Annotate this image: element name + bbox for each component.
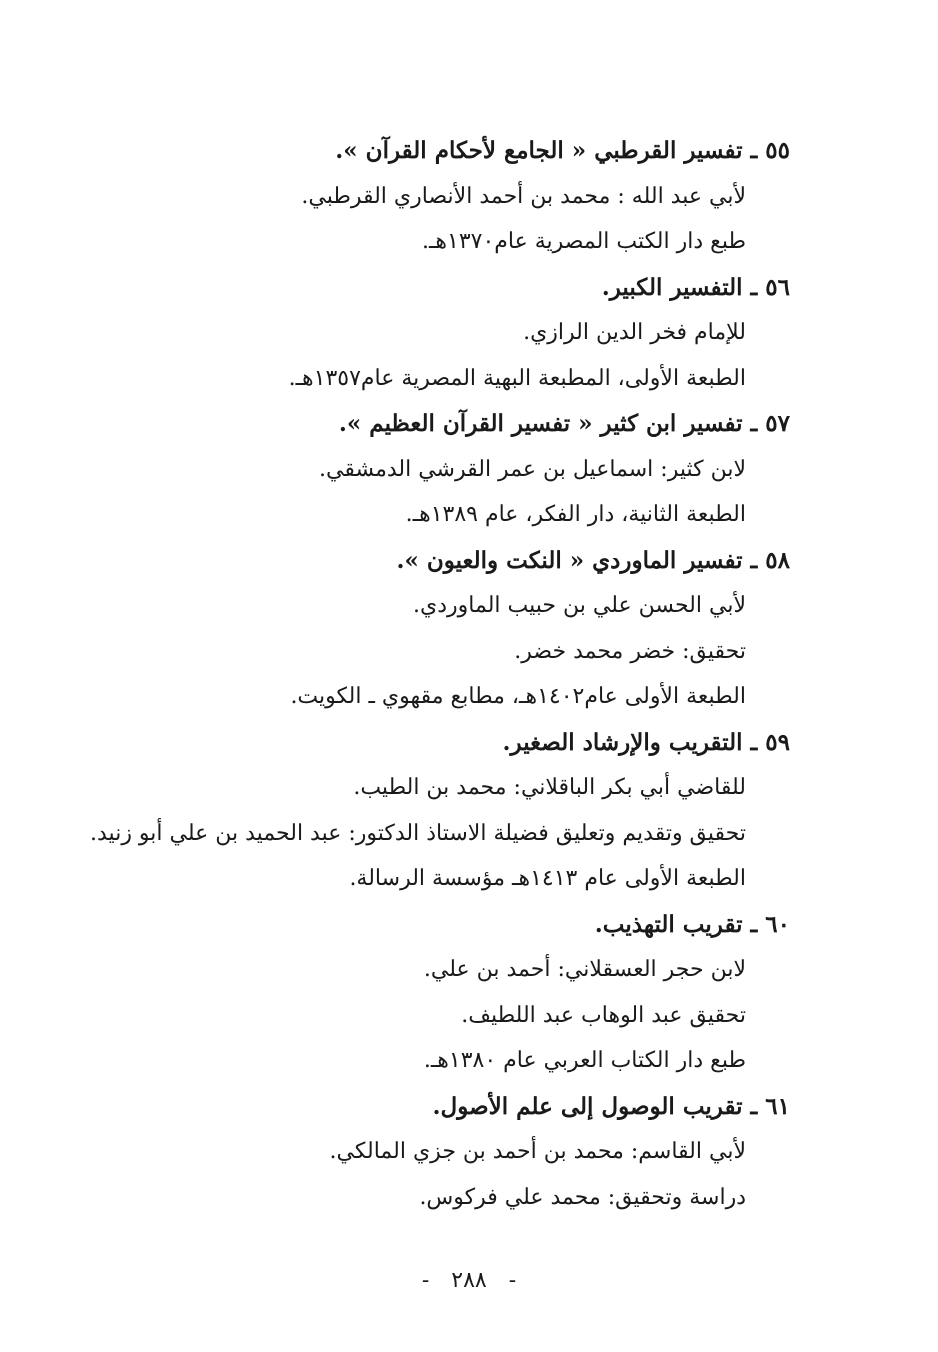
entry-heading-60: ٦٠ ـ تقريب التهذيب.: [594, 911, 790, 938]
entry-publication-line: الطبعة الأولى عام١٤٠٢هـ، مطابع مقهوي ـ الكويت.: [290, 684, 746, 709]
page-number: ٢٨٨: [451, 1268, 487, 1293]
entry-heading-58: ٥٨ ـ تفسير الماوردي « النكت والعيون ».: [396, 547, 790, 574]
entry-author-line: للقاضي أبي بكر الباقلاني: محمد بن الطيب.: [353, 775, 746, 800]
entry-author-line: لابن حجر العسقلاني: أحمد بن علي.: [423, 957, 746, 982]
entry-publication-line: الطبعة الأولى عام ١٤١٣هـ مؤسسة الرسالة.: [349, 866, 746, 891]
entry-author-line: لأبي القاسم: محمد بن أحمد بن جزي المالكي.: [329, 1139, 746, 1164]
entry-heading-61: ٦١ ـ تقريب الوصول إلى علم الأصول.: [432, 1093, 790, 1120]
footer-dash-left: -: [421, 1268, 430, 1293]
entry-author-line: لابن كثير: اسماعيل بن عمر القرشي الدمشقي.: [318, 457, 746, 482]
entry-publication-line: طبع دار الكتاب العربي عام ١٣٨٠هـ.: [423, 1048, 746, 1073]
entry-editor-line: دراسة وتحقيق: محمد علي فركوس.: [419, 1185, 746, 1210]
entry-author-line: لأبي عبد الله : محمد بن أحمد الأنصاري القرطبي.: [301, 184, 746, 209]
entry-publication-line: الطبعة الأولى، المطبعة البهية المصرية عام١٣٥٧هـ.: [288, 366, 746, 391]
entry-editor-line: تحقيق: خضر محمد خضر.: [514, 639, 746, 664]
entry-editor-line: تحقيق وتقديم وتعليق فضيلة الاستاذ الدكتور: عبد الحميد بن علي أبو زنيد.: [90, 821, 746, 846]
entry-heading-56: ٥٦ ـ التفسير الكبير.: [601, 274, 790, 301]
footer-dash-right: -: [508, 1268, 517, 1293]
page-footer: [0, 1266, 938, 1296]
entry-heading-55: ٥٥ ـ تفسير القرطبي « الجامع لأحكام القرآن ».: [335, 137, 790, 164]
entry-publication-line: طبع دار الكتب المصرية عام١٣٧٠هـ.: [421, 229, 746, 254]
entry-heading-57: ٥٧ ـ تفسير ابن كثير « تفسير القرآن العظيم ».: [338, 410, 790, 437]
entry-heading-59: ٥٩ ـ التقريب والإرشاد الصغير.: [502, 729, 790, 756]
entry-editor-line: تحقيق عبد الوهاب عبد اللطيف.: [461, 1003, 746, 1028]
entry-publication-line: الطبعة الثانية، دار الفكر، عام ١٣٨٩هـ.: [405, 502, 746, 527]
entry-author-line: للإمام فخر الدين الرازي.: [523, 320, 746, 345]
entry-author-line: لأبي الحسن علي بن حبيب الماوردي.: [413, 593, 746, 618]
